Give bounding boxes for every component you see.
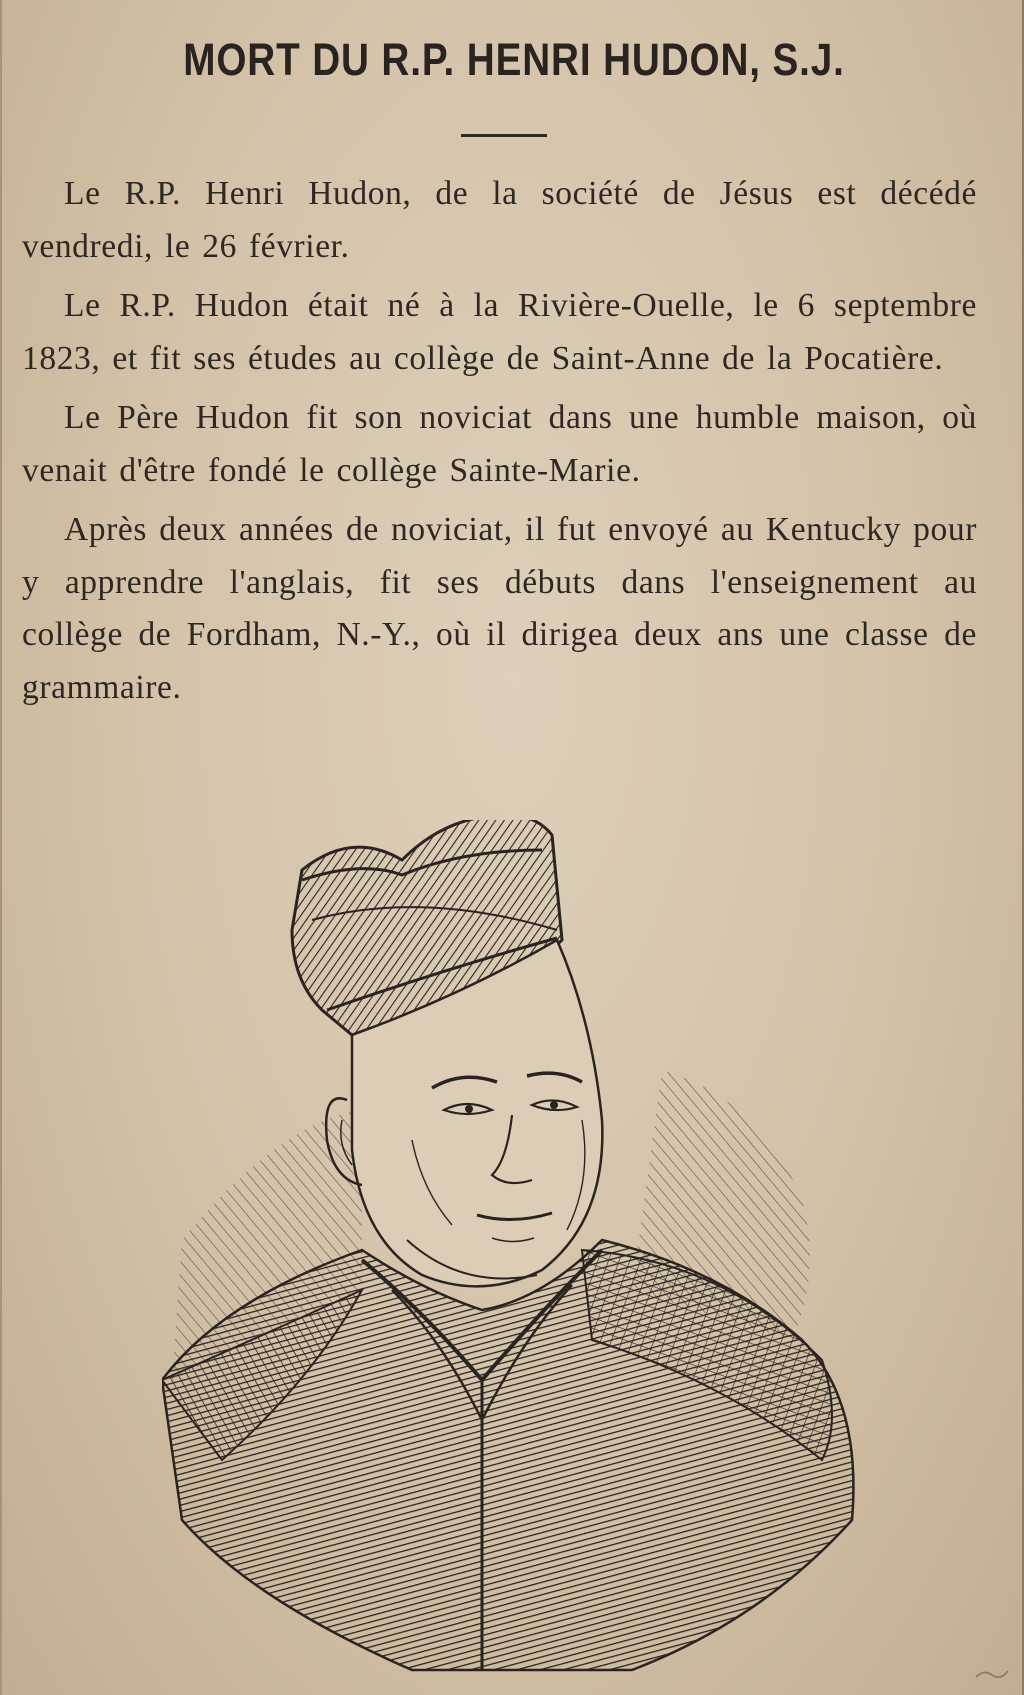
article-title: MORT DU R.P. HENRI HUDON, S.J. (183, 34, 845, 85)
cape (162, 1240, 853, 1670)
article-body (22, 168, 977, 721)
title-divider (461, 134, 547, 137)
portrait-engraving (162, 820, 862, 1680)
paragraph-1: Le R.P. Henri Hudon, de la société de Jésus est décédé vendredi, le 26 février. (22, 175, 977, 265)
paragraph-3: Le Père Hudon fit son noviciat dans une humble maison, où venait d'être fondé le collège Sainte-Marie. (22, 399, 977, 489)
paragraph-2: Le R.P. Hudon était né à la Rivière-Ouelle, le 6 septembre 1823, et fit ses études au collège de Saint-Anne de la Pocatière. (22, 287, 977, 377)
page-corner-mark (972, 1663, 1012, 1683)
paragraph-4: Après deux années de noviciat, il fut envoyé au Kentucky pour y apprendre l'anglais, fit ses débuts dans l'enseignement au collège de Fordham, N.-Y., où il dirigea deux ans une classe de grammaire. (22, 511, 977, 706)
